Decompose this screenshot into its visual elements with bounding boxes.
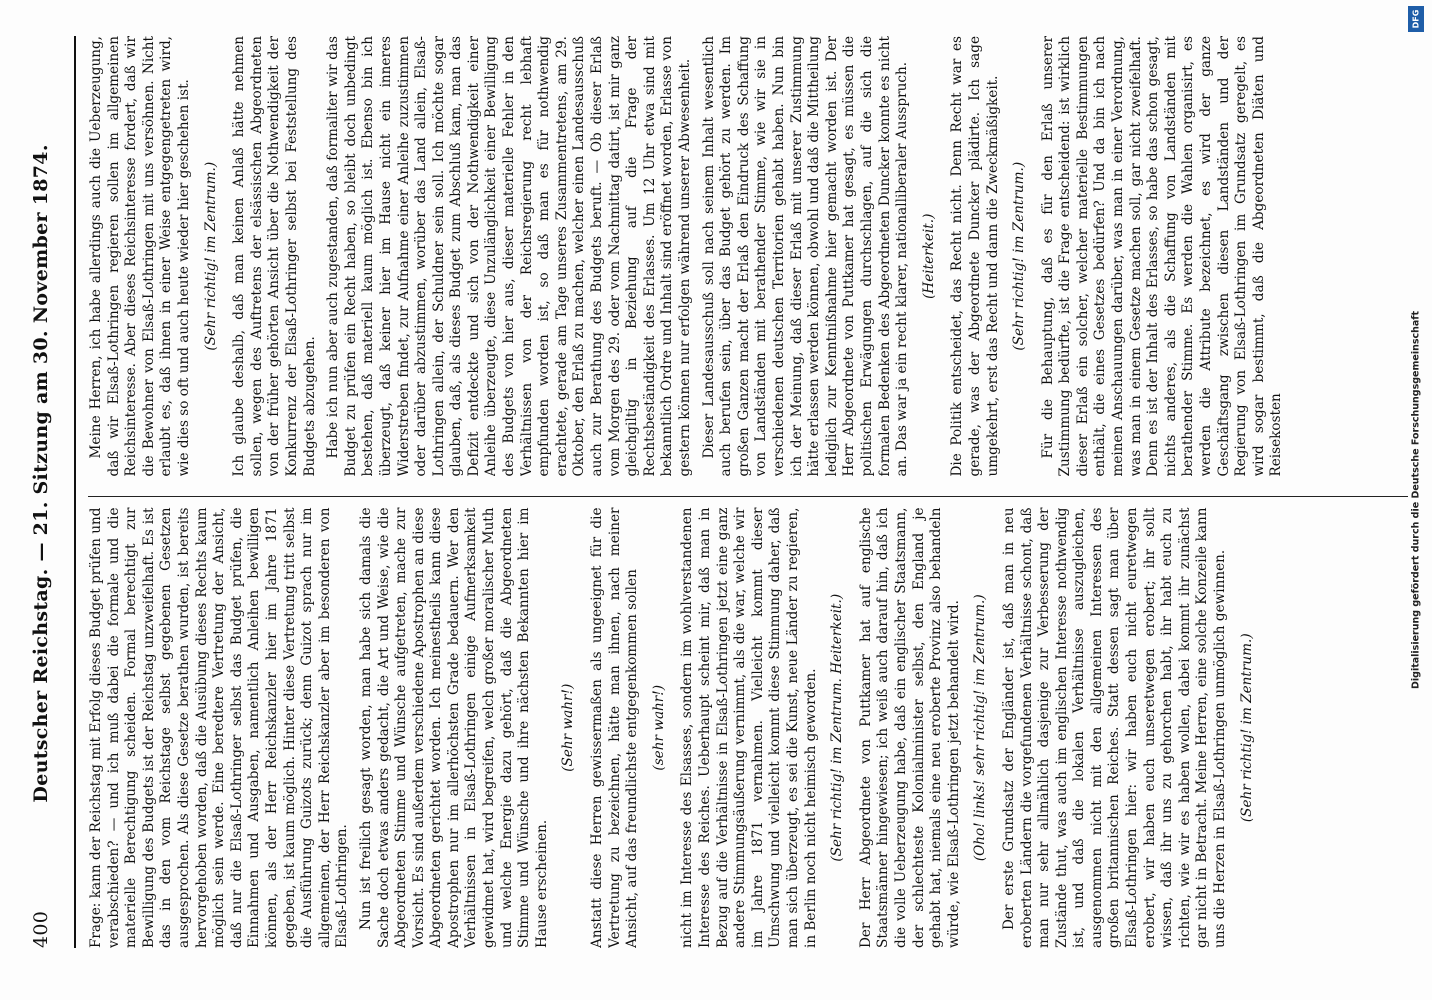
paragraph: nicht im Interesse des Elsasses, sondern im wohlverstandenen Interesse des Reiches. Ueberhaupt scheint mir, daß man in Bezug auf die Verhältnisse in Elsaß-Lothringen jetzt eine ganz andere Stimmungsäußerung vernimmt, als die war, welche wir im Jahre 1871 vernahmen. Vielleicht kommt dieser Umschwung und vielleicht kommt diese Stimmung daher, daß man sich überzeugt, es sei die Kunst, neue Länder zu regieren, in Berlin noch nicht heimisch geworden. <box>679 507 819 948</box>
dfg-logo: DFG <box>1408 6 1424 32</box>
paragraph: Der erste Grundsatz der Engländer ist, daß man in neu eroberten Ländern die vorgefundenen Verhältnisse schont, daß man nur sehr allmählich dasjenige zur Verbesserung der Zustände thut, was auch im englischen Interesse nothwendig ist, und daß die lokalen Verhältnisse auszugleichen, ausgenommen nicht mit den allgemeinen Interessen des großen britannischen Reiches. Statt dessen sagt man über Elsaß-Lothringen hier: wir haben euch nicht euretwegen erobert, wir haben euch unseretwegen erobert; ihr sollt wissen, daß ihr uns zu gehorchen habt, ihr habt euch zu richten, wie wir es haben wollen, dabei kommt ihr zunächst gar nicht in Betracht. Meine Herren, eine solche Konzeile kann uns die Herzen in Elsaß-Lothringen unmöglich gewinnen. <box>1000 507 1229 948</box>
interjection: (Sehr richtig! im Zentrum.) <box>1011 161 1028 351</box>
paragraph: Der Herr Abgeordnete von Puttkamer hat auf englische Staatsmänner hingewiesen; ich weiß auch darauf hin, daß ich die volle Ueberzeugung habe, daß ein englischer Staatsmann, der schlechteste Kolonialminister selbst, den England je gehabt hat, niemals eine neu eroberte Provinz also behandeln würde, wie Elsaß-Lothringen jetzt behandelt wird. <box>857 507 962 948</box>
interjection: (Sehr wahr!) <box>560 683 577 772</box>
paragraph: Nun ist freilich gesagt worden, man habe sich damals die Sache doch etwas anders gedacht, die Art und Weise, wie die Abgeordneten Stimme und Wünsche aufgetreten, mache zur Vorsicht. Es sind außerdem verschiedene Apostrophen an diese Abgeordneten gerichtet worden. Ich meinestheils kann diese Apostrophen nur im allerhöchsten Grade bedauern. Wer den Verhältnissen in Elsaß-Lothringen einige Aufmerksamkeit gewidmet hat, wird begreifen, welch großer moralischer Muth und welche Energie dazu gehört, daß die Abgeordneten Stimme und Wünsche und ihre nächsten Bekannten hier im Hause erscheinen. <box>357 507 550 948</box>
interjection: (sehr wahr!) <box>650 684 667 771</box>
dfg-watermark <box>1400 0 1432 1000</box>
text-columns <box>88 36 1408 948</box>
paragraph: Meine Herren, ich habe allerdings auch die Ueberzeugung, daß wir Elsaß-Lothringen regieren sollen im allgemeinen Reichsinteresse. Aber dieses Reichsinteresse fordert, daß wir die Bewohner von Elsaß-Lothringen mit uns versöhnen. Nicht erlaubt es, daß ihnen in einer Weise entgegengetreten wird, wie dies so oft und auch heute wieder hier geschehen ist. <box>88 36 192 477</box>
paragraph: Die Politik entscheidet, das Recht nicht. Denn Recht war es gerade, was der Abgeordnete Duncker plädirte. Ich sage umgekehrt, erst das Recht und dann die Zweckmäßigkeit. <box>949 36 1001 477</box>
right-column <box>88 36 1408 477</box>
paragraph: Für die Behauptung, daß es für den Erlaß unserer Zustimmung bedürfte, ist die Frage entscheidend: ist wirklich dieser Erlaß ein solcher, welcher materielle Bestimmungen enthält, die eines Gesetzes bedürfen? Und da bin ich nach meinen Anschauungen darüber, was man in einer Verordnung, was man in einem Gesetze machen soll, gar nicht zweifelhaft. Denn es ist der Inhalt des Erlasses, so habe das schon gesagt, nichts anderes, als die Schaffung von Landständen mit berathender Stimme. Es werden die Wahlen organisirt, es werden die Attribute bezeichnet, es wird der ganze Geschäftsgang zwischen diesen Landständen und der Regierung von Elsaß-Lothringen im Grundsatz geregelt, es wird sogar bestimmt, daß die Abgeordneten Diäten und Reisekosten <box>1039 36 1285 477</box>
paragraph: Dieser Landesausschuß soll nach seinem Inhalt wesentlich auch berufen sein, über das Budget gehört zu werden. Im großen Ganzen macht der Erlaß den Eindruck des Schaffung von Landständen mit berathender Stimme, wie wir sie in verschiedenen deutschen Territorien gehabt haben. Nun bin ich der Meinung, daß dieser Erlaß mit unserer Zustimmung hätte erlassen werden können, obwohl und daß die Mittheilung lediglich zur Kenntnißnahme hier gemacht worden ist. Der Herr Abgeordnete von Puttkamer hat gesagt, es müssen die politischen Erwägungen durchschlagen, auf die sich die formalen Bedenken des Abgeordneten Duncker konnte es nicht an. Das war ja ein recht klarer, nationalliberaler Ausspruch. <box>700 36 911 477</box>
interjection: (Sehr richtig! im Zentrum. Heiterkeit.) <box>829 593 846 862</box>
paragraph: Anstatt diese Herren gewissermaßen als ungeeignet für die Vertretung zu bezeichnen, hätte man ihnen, nach meiner Ansicht, auf das freundlichste entgegenkommen sollen <box>589 507 641 948</box>
dfg-credit-text: Digitalisierung gefördert durch die Deutsche Forschungsgemeinschaft <box>1410 311 1422 689</box>
interjection: (Sehr richtig! im Zentrum.) <box>1238 633 1255 823</box>
interjection: (Heiterkeit.) <box>920 213 937 299</box>
page-title: Deutscher Reichstag. — 21. Sitzung am 30. November 1874. <box>30 144 52 803</box>
left-column <box>88 497 1408 949</box>
paragraph: Habe ich nun aber auch zugestanden, daß formaliter wir das Budget zu prüfen ein Recht haben, so bleibt doch unbedingt bestehen, daß materiell kaum möglich ist. Ebenso bin ich überzeugt, daß keiner hier im Hause nicht ein inneres Widerstreben findet, zur Aufnahme einer Anleihe zuzustimmen oder darüber abzustimmen, worüber das Land allein, Elsaß-Lothringen allein, der Schuldner sein soll. Ich möchte sogar glauben, daß, als dieses Budget zum Abschluß kam, man das Defizit entdeckte und sich von der Nothwendigkeit einer Anleihe überzeugte, diese Unzulänglichkeit einer Bewilligung des Budgets von hier aus, dieser materielle Fehler in den Verhältnissen von der Reichsregierung recht lebhaft empfunden worden ist, so daß man es für nothwendig erachtete, gerade am Tage unseres Zusammentretens, am 29. Oktober, den Erlaß zu machen, welcher einen Landesausschuß auch zur Berathung des Budgets beruft. — Ob dieser Erlaß vom Morgen des 29. oder vom Nachmittag datirt, ist mir ganz gleichgiltig in Beziehung auf die Frage der Rechtsbeständigkeit des Erlasses. Um 12 Uhr etwa sind mit bekanntlich Ordre und Inhalt sind eröffnet worden, Erlasse von gestern können nur erfolgen während unserer Abwesenheit. <box>325 36 693 477</box>
page-number: 400 <box>30 910 52 948</box>
paragraph: Ich glaube deshalb, daß man keinen Anlaß hätte nehmen sollen, wegen des Auftretens der elsässischen Abgeordneten von der früher gehörten Ansicht über die Nothwendigkeit der Konkurrenz der Elsaß-Lothringer selbst bei Feststellung des Budgets abzugehen. <box>231 36 318 477</box>
page-header <box>30 36 76 948</box>
interjection: (Oho! links! sehr richtig! im Zentrum.) <box>972 594 989 862</box>
interjection: (Sehr richtig! im Zentrum.) <box>202 161 219 351</box>
paragraph: Frage: kann der Reichstag mit Erfolg dieses Budget prüfen und verabschieden? — und ich muß dabei die formale und die materielle Berechtigung scheiden. Formal berechtigt zur Bewilligung des Budgets ist der Reichstag unzweifelhaft. Es ist das in den vom Reichstage selbst gegebenen Gesetzen ausgesprochen. Als diese Gesetze berathen wurden, ist bereits hervorgehoben worden, daß die Ausübung dieses Rechts kaum möglich sein werde. Eine beredtere Vertretung der Ansicht, daß nur die Elsaß-Lothringer selbst das Budget prüfen, die Einnahmen und Ausgaben, namentlich Anleihen bewilligen können, als der Herr Reichskanzler hier im Jahre 1871 gegeben, ist kaum möglich. Hinter diese Vertretung tritt selbst die Ausführung Guizots zurück; denn Guizot sprach nur im allgemeinen, der Herr Reichskanzler aber im besonderen von Elsaß-Lothringen. <box>88 507 351 948</box>
